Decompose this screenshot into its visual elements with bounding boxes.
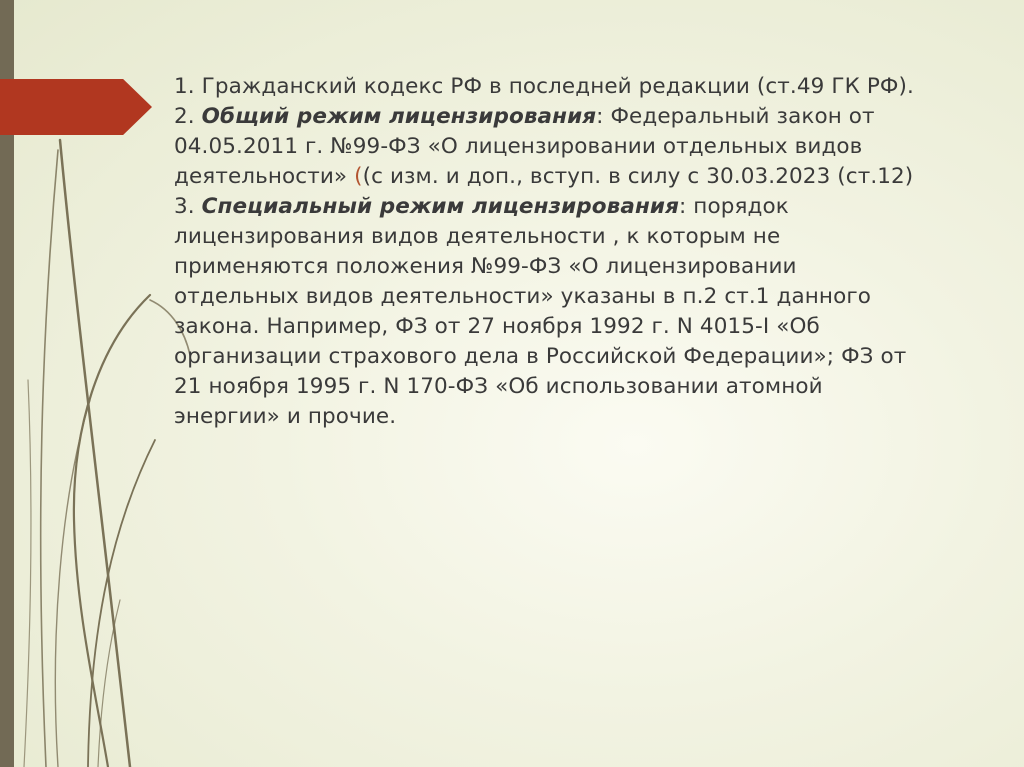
list-item-3 bbox=[174, 192, 914, 432]
item2-number: 2. bbox=[174, 104, 202, 129]
item3-body: порядок лицензирования видов деятельности , к которым не применяются положения №99-ФЗ «О лицензировании отдельных видов деятельности» указаны в п.2 ст.1 данного закона. Например, ФЗ от 27 ноября 1992 г. N 4015-I «Об организации страхового дела в Российской Федерации»; ФЗ от 21 ноября 1995 г. N 170-ФЗ «Об использовании атомной энергии» и прочие. bbox=[174, 194, 907, 429]
curve-1 bbox=[74, 295, 150, 767]
curve-6 bbox=[24, 380, 31, 767]
item2-title: Общий режим лицензирования bbox=[201, 104, 597, 129]
list-item-2 bbox=[174, 102, 914, 192]
item3-title: Специальный режим лицензирования bbox=[201, 194, 680, 219]
item3-number: 3. bbox=[174, 194, 202, 219]
curve-2 bbox=[60, 140, 130, 767]
item1-text: 1. Гражданский кодекс РФ в последней редакции (ст.49 ГК РФ). bbox=[174, 74, 914, 99]
item2-body: Федеральный закон от 04.05.2011 г. №99-ФЗ «О лицензировании отдельных видов деятельности» bbox=[174, 104, 875, 189]
slide-body bbox=[174, 72, 914, 432]
item3-colon: : bbox=[679, 194, 687, 219]
item2-paren: ( bbox=[354, 164, 363, 189]
curve-4 bbox=[55, 400, 90, 767]
curve-7 bbox=[98, 600, 120, 767]
red-flag-marker bbox=[0, 79, 152, 135]
item2-suffix: (с изм. и доп., вступ. в силу с 30.03.2023 (ст.12) bbox=[362, 164, 914, 189]
item2-colon: : bbox=[596, 104, 604, 129]
list-item-1 bbox=[174, 72, 914, 102]
